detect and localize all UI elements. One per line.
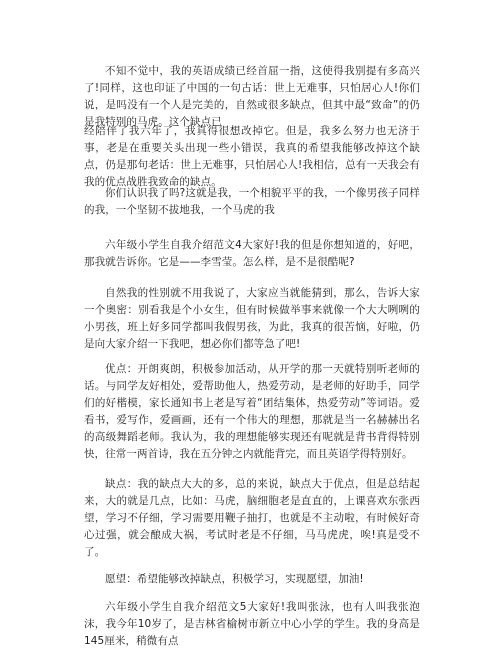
paragraph-9: 六年级小学生自我介绍范文5大家好!我叫张泳，也有人叫我张泡沫，我今年10岁了，是吉林省榆树市新立中心小学的学生。我的身高是145厘米，稍微有点 [84,601,420,647]
paragraph-7: 缺点：我的缺点大大的多，总的来说，缺点大于优点，但是总结起来，大的就是几点，比如：马虎，脑细胞老是直直的，上课喜欢东张西望，学习不仔细，学习需要用鞭子抽打，也就是不主动啦，有时候好奇心过强，就会酿成大祸，考试时老是不仔细，马马虎虎，唉!真是受不了。 [84,478,420,558]
paragraph-6: 优点：开朗爽朗，积极参加活动，从开学的那一天就特别听老师的话。与同学友好相处，爱帮助他人，热爱劳动，是老师的好助手，同学们的好楷模，家长通知书上老是写着“团结集体，热爱劳动”等词语。爱看书，爱写作，爱画画，还有一个伟大的理想，那就是当一名赫赫出名的高级舞蹈老师。我认为，我的理想能够实现还有呢就是背书背得特别快，往常一两首诗，我在五分钟之内就能背完，而且英语学得特别好。 [84,363,420,460]
paragraph-8: 愿望：希望能够改掉缺点，积极学习，实现愿望，加油! [105,573,364,585]
paragraph-5: 自然我的性别就不用我说了，大家应当就能猜到，那么，告诉大家一个奥密：别看我是个小女生，但有时候做举事来就像一个大大咧咧的小男孩，班上好多同学都叫我假男孩，为此，我真的很苦恼，好啦，仍是向大家介绍一下我吧，想必你们都等急了吧! [84,287,420,350]
paragraph-4: 六年级小学生自我介绍范文4大家好!我的但是你想知道的，好吧，那我就告诉你。它是——李雪莹。怎么样，是不是很酷呢? [84,239,420,268]
paragraph-1: 不知不觉中，我的英语成绩已经首屈一指，这使得我别提有多高兴了!同样，这也印证了中国的一句古话：世上无难事，只怕居心人!你们说，是吗没有一个人是完美的，自然或很多缺点，但其中最“致命”的仍是我特别的马虎。这个缺点已 [84,65,420,128]
paragraph-2: 经陪伴了我六年了，我真得很想改掉它。但是，我多么努力也无济于事，老是在重要关头出现一些小错误，我真的希望我能够改掉这个缺点，仍是那句老话：世上无难事，只怕居心人!我相信，总有一天我会有我的优点战胜我致命的缺点。 [84,125,420,188]
paragraph-3: 你们认识我了吗?这就是我，一个相貌平平的我，一个像男孩子同样的我，一个坚韧不拔地我，一个马虎的我 [84,187,420,216]
